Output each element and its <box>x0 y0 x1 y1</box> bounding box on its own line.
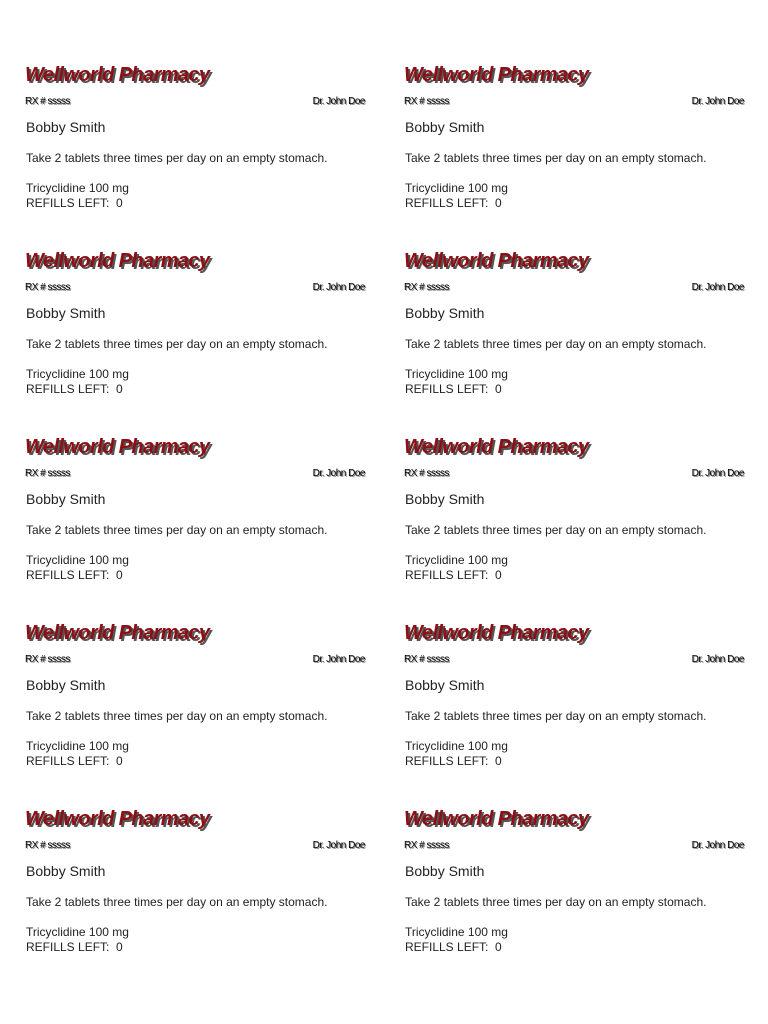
drug-name: Tricyclidine 100 mg <box>405 181 508 195</box>
drug-name: Tricyclidine 100 mg <box>26 181 129 195</box>
patient-name: Bobby Smith <box>405 491 485 507</box>
patient-name: Bobby Smith <box>405 863 485 879</box>
rx-number: RX # sssss <box>404 96 450 107</box>
dosage-directions: Take 2 tablets three times per day on an empty stomach. <box>26 895 328 909</box>
dosage-directions: Take 2 tablets three times per day on an empty stomach. <box>405 895 707 909</box>
doctor-name: Dr. John Doe <box>312 654 365 665</box>
patient-name: Bobby Smith <box>405 677 485 693</box>
rx-number: RX # sssss <box>404 654 450 665</box>
prescription-label <box>404 622 744 782</box>
rx-number: RX # sssss <box>25 654 71 665</box>
pharmacy-name: Wellworld Pharmacy <box>25 436 210 458</box>
doctor-name: Dr. John Doe <box>312 840 365 851</box>
dosage-directions: Take 2 tablets three times per day on an empty stomach. <box>405 151 707 165</box>
patient-name: Bobby Smith <box>405 305 485 321</box>
pharmacy-name: Wellworld Pharmacy <box>404 622 589 644</box>
patient-name: Bobby Smith <box>405 119 485 135</box>
prescription-label <box>404 64 744 224</box>
refills-left: REFILLS LEFT: 0 <box>26 196 123 210</box>
rx-number: RX # sssss <box>404 282 450 293</box>
drug-name: Tricyclidine 100 mg <box>405 367 508 381</box>
pharmacy-name: Wellworld Pharmacy <box>404 808 589 830</box>
prescription-label <box>25 250 365 410</box>
dosage-directions: Take 2 tablets three times per day on an empty stomach. <box>26 523 328 537</box>
drug-name: Tricyclidine 100 mg <box>405 925 508 939</box>
pharmacy-name: Wellworld Pharmacy <box>404 250 589 272</box>
prescription-label <box>404 250 744 410</box>
refills-left: REFILLS LEFT: 0 <box>405 754 502 768</box>
prescription-label <box>25 808 365 968</box>
rx-number: RX # sssss <box>404 840 450 851</box>
refills-left: REFILLS LEFT: 0 <box>405 568 502 582</box>
refills-left: REFILLS LEFT: 0 <box>26 940 123 954</box>
prescription-label <box>25 64 365 224</box>
prescription-label <box>25 436 365 596</box>
drug-name: Tricyclidine 100 mg <box>26 553 129 567</box>
dosage-directions: Take 2 tablets three times per day on an empty stomach. <box>26 337 328 351</box>
doctor-name: Dr. John Doe <box>691 96 744 107</box>
patient-name: Bobby Smith <box>26 119 106 135</box>
doctor-name: Dr. John Doe <box>312 282 365 293</box>
drug-name: Tricyclidine 100 mg <box>26 739 129 753</box>
dosage-directions: Take 2 tablets three times per day on an empty stomach. <box>405 337 707 351</box>
refills-left: REFILLS LEFT: 0 <box>405 382 502 396</box>
rx-number: RX # sssss <box>25 96 71 107</box>
dosage-directions: Take 2 tablets three times per day on an empty stomach. <box>405 523 707 537</box>
refills-left: REFILLS LEFT: 0 <box>405 940 502 954</box>
prescription-label <box>404 436 744 596</box>
refills-left: REFILLS LEFT: 0 <box>26 568 123 582</box>
drug-name: Tricyclidine 100 mg <box>26 925 129 939</box>
doctor-name: Dr. John Doe <box>312 96 365 107</box>
pharmacy-name: Wellworld Pharmacy <box>25 64 210 86</box>
dosage-directions: Take 2 tablets three times per day on an empty stomach. <box>26 151 328 165</box>
refills-left: REFILLS LEFT: 0 <box>26 754 123 768</box>
rx-number: RX # sssss <box>25 282 71 293</box>
drug-name: Tricyclidine 100 mg <box>26 367 129 381</box>
dosage-directions: Take 2 tablets three times per day on an empty stomach. <box>405 709 707 723</box>
doctor-name: Dr. John Doe <box>691 654 744 665</box>
patient-name: Bobby Smith <box>26 491 106 507</box>
pharmacy-name: Wellworld Pharmacy <box>404 64 589 86</box>
pharmacy-name: Wellworld Pharmacy <box>404 436 589 458</box>
doctor-name: Dr. John Doe <box>691 840 744 851</box>
pharmacy-name: Wellworld Pharmacy <box>25 250 210 272</box>
drug-name: Tricyclidine 100 mg <box>405 553 508 567</box>
refills-left: REFILLS LEFT: 0 <box>26 382 123 396</box>
patient-name: Bobby Smith <box>26 677 106 693</box>
refills-left: REFILLS LEFT: 0 <box>405 196 502 210</box>
doctor-name: Dr. John Doe <box>691 282 744 293</box>
doctor-name: Dr. John Doe <box>691 468 744 479</box>
rx-number: RX # sssss <box>25 840 71 851</box>
dosage-directions: Take 2 tablets three times per day on an empty stomach. <box>26 709 328 723</box>
doctor-name: Dr. John Doe <box>312 468 365 479</box>
prescription-label <box>404 808 744 968</box>
rx-number: RX # sssss <box>404 468 450 479</box>
pharmacy-name: Wellworld Pharmacy <box>25 808 210 830</box>
prescription-label <box>25 622 365 782</box>
pharmacy-name: Wellworld Pharmacy <box>25 622 210 644</box>
rx-number: RX # sssss <box>25 468 71 479</box>
patient-name: Bobby Smith <box>26 863 106 879</box>
drug-name: Tricyclidine 100 mg <box>405 739 508 753</box>
patient-name: Bobby Smith <box>26 305 106 321</box>
